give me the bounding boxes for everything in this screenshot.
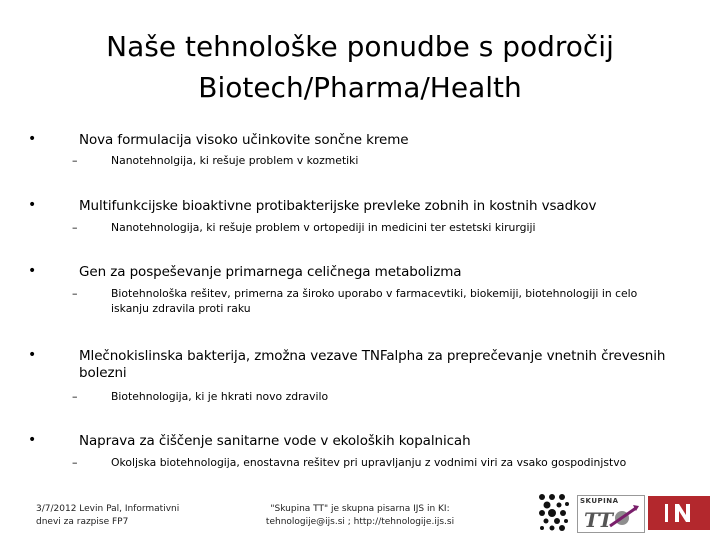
bullet-marker: • (28, 197, 37, 213)
bullet-text: Nova formulacija visoko učinkovite sončne kreme (79, 132, 409, 148)
sub-bullet-marker: – (72, 390, 78, 403)
bullet-marker: • (28, 347, 37, 363)
sub-bullet-text: Biotehnološka rešitev, primerna za široko uporabo v farmacevtiki, biokemiji, biotehnologiji in celo iskanju zdravila proti raku (111, 287, 638, 315)
svg-text:TT: TT (584, 508, 614, 532)
bullet-marker: • (28, 432, 37, 448)
ijs-mark-icon (648, 496, 710, 530)
footer-center-line-2: tehnologije@ijs.si ; http://tehnologije.ijs.si (265, 517, 455, 527)
bullet-marker: • (28, 263, 37, 279)
sub-bullet-marker: – (72, 221, 78, 234)
sub-bullet-text: Okoljska biotehnologija, enostavna rešitev pri upravljanju z vodnimi viri za vsako gospodinjstvo (111, 456, 627, 469)
sub-bullet-text: Nanotehnologija, ki rešuje problem v ortopediji in medicini ter estetski kirurgiji (111, 221, 536, 234)
title-line-2: Biotech/Pharma/Health (198, 71, 522, 104)
bullet-text: Multifunkcijske bioaktivne protibakterijske prevleke zobnih in kostnih vsadkov (79, 198, 597, 214)
sub-bullet-text: Nanotehnolgija, ki rešuje problem v kozmetiki (111, 154, 359, 167)
sub-bullet-text: Biotehnologija, ki je hkrati novo zdravilo (111, 390, 329, 403)
bullet-marker: • (28, 131, 37, 147)
sub-bullet-marker: – (72, 287, 78, 300)
skupina-tt-label: SKUPINA (580, 497, 619, 505)
skupina-tt-logo (577, 495, 645, 533)
skupina-tt-mark-icon (578, 496, 644, 532)
bullet-text: Mlečnokislinska bakterija, zmožna vezave TNFalpha za preprečevanje vnetnih črevesnih bolezni (79, 348, 666, 381)
bullet-text: Naprava za čiščenje sanitarne vode v ekoloških kopalnicah (79, 433, 471, 449)
title-line-1: Naše tehnološke ponudbe s področij (106, 30, 614, 63)
dot-grid-logo (537, 492, 571, 532)
sub-bullet-marker: – (72, 456, 78, 469)
sub-bullet-marker: – (72, 154, 78, 167)
slide-title (0, 26, 720, 108)
footer-center-line-1: "Skupina TT" je skupna pisarna IJS in KI: (270, 504, 450, 514)
footer-left-line-2: dnevi za razpise FP7 (36, 517, 129, 527)
ijs-logo (648, 496, 710, 530)
bullet-text: Gen za pospeševanje primarnega celičnega metabolizma (79, 264, 462, 280)
footer-date-author (36, 503, 216, 529)
footer-contact (250, 503, 470, 529)
footer-left-line-1: 3/7/2012 Levin Pal, Informativni (36, 504, 180, 514)
